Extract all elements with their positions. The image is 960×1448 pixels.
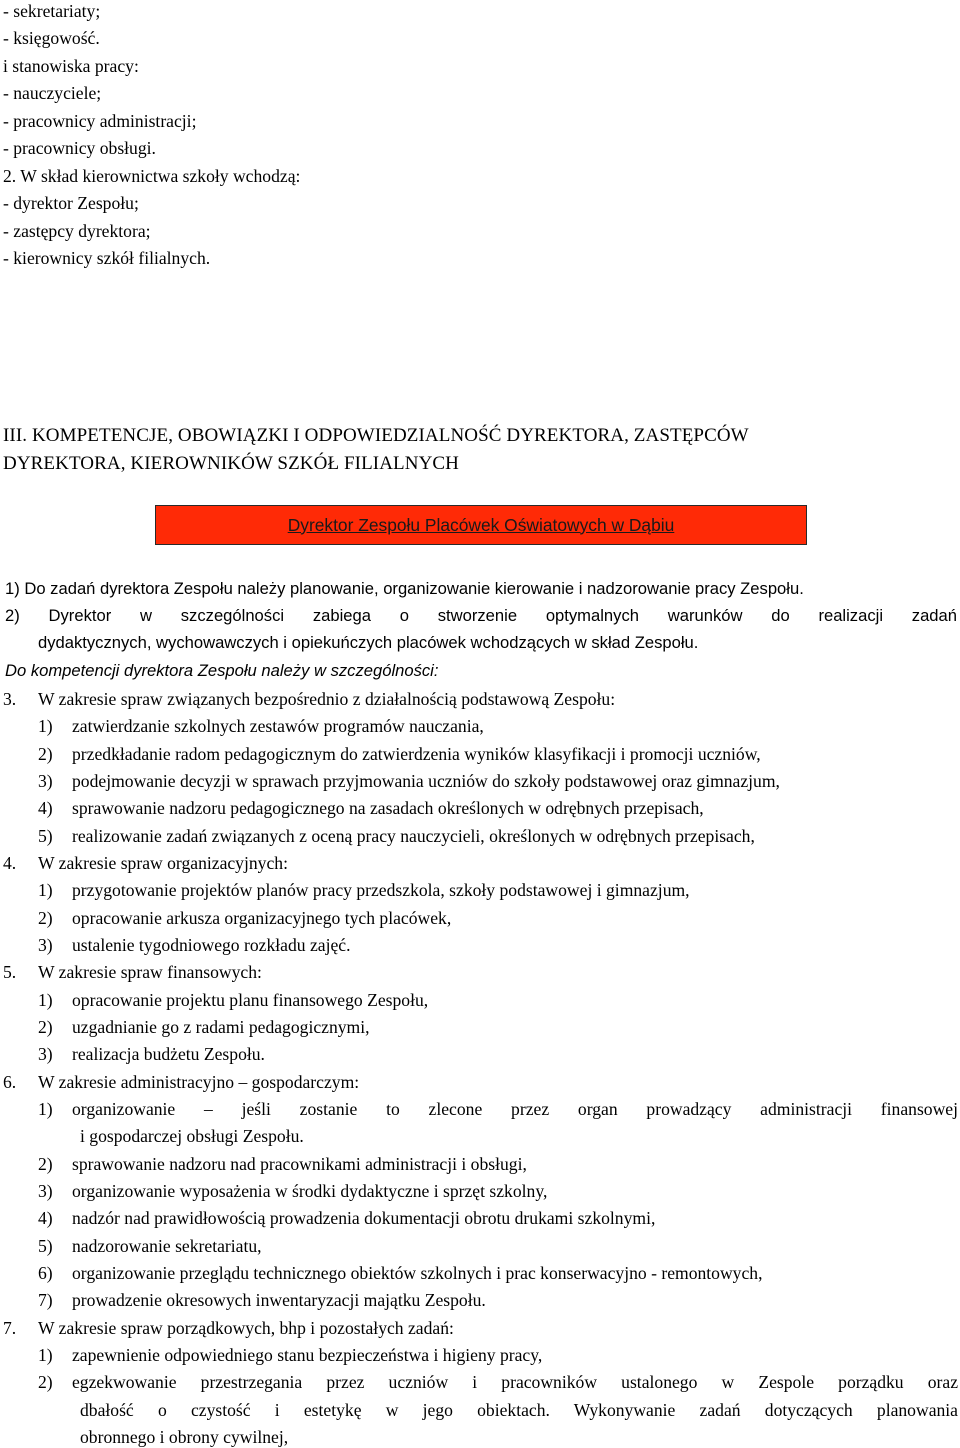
subitem-number: 4) <box>38 798 53 818</box>
subitem-number: 3) <box>38 935 53 955</box>
director-title: Dyrektor Zespołu Placówek Oświatowych w Dąbiu <box>287 514 675 535</box>
subitem-number: 2) <box>38 1017 53 1037</box>
list-item: - księgowość. <box>3 28 100 48</box>
subitem-text: opracowanie projektu planu finansowego Zespołu, <box>72 990 429 1010</box>
list-item: 2. W skład kierownictwa szkoły wchodzą: <box>3 166 301 186</box>
subitem-number: 1) <box>38 990 53 1010</box>
item-title: W zakresie spraw porządkowych, bhp i pozostałych zadań: <box>38 1318 454 1338</box>
subitem-text: organizowanie – jeśli zostanie to zlecone przez organ prowadzący administracji finansowej <box>72 1099 958 1119</box>
subitem-number: 3) <box>38 1181 53 1201</box>
item-number: 7. <box>3 1318 17 1338</box>
item-title: W zakresie spraw finansowych: <box>38 962 262 982</box>
paragraph-2-line2: dydaktycznych, wychowawczych i opiekuńczych placówek wchodzących w skład Zespołu. <box>38 633 699 652</box>
section-heading-line2: DYREKTORA, KIEROWNIKÓW SZKÓŁ FILIALNYCH <box>3 453 459 474</box>
subitem-text: organizowanie przeglądu technicznego obiektów szkolnych i prac konserwacyjno - remontowych, <box>72 1263 763 1283</box>
subitem-number: 2) <box>38 1372 53 1392</box>
subitem-text: organizowanie wyposażenia w środki dydaktyczne i sprzęt szkolny, <box>72 1181 548 1201</box>
subitem-text-continued: obronnego i obrony cywilnej, <box>80 1427 289 1447</box>
subitem-text: sprawowanie nadzoru pedagogicznego na zasadach określonych w odrębnych przepisach, <box>72 798 704 818</box>
item-number: 3. <box>3 689 17 709</box>
item-number: 5. <box>3 962 17 982</box>
subitem-number: 2) <box>38 1154 53 1174</box>
subitem-number: 6) <box>38 1263 53 1283</box>
subitem-number: 2) <box>38 744 53 764</box>
competence-intro: Do kompetencji dyrektora Zespołu należy w szczególności: <box>5 661 439 680</box>
subitem-number: 3) <box>38 1044 53 1064</box>
subitem-text: nadzór nad prawidłowością prowadzenia dokumentacji obrotu drukami szkolnymi, <box>72 1208 656 1228</box>
subitem-text-continued: i gospodarczej obsługi Zespołu. <box>80 1126 304 1146</box>
item-title: W zakresie spraw związanych bezpośrednio z działalnością podstawową Zespołu: <box>38 689 616 709</box>
subitem-text: zapewnienie odpowiedniego stanu bezpieczeństwa i higieny pracy, <box>72 1345 543 1365</box>
item-number: 6. <box>3 1072 17 1092</box>
subitem-number: 1) <box>38 1099 53 1119</box>
subitem-text: przedkładanie radom pedagogicznym do zatwierdzenia wyników klasyfikacji i promocji uczniów, <box>72 744 761 764</box>
subitem-number: 5) <box>38 826 53 846</box>
subitem-number: 4) <box>38 1208 53 1228</box>
subitem-text: egzekwowanie przestrzegania przez uczniów i pracowników ustalonego w Zespole porządku oraz <box>72 1372 958 1392</box>
subitem-number: 3) <box>38 771 53 791</box>
list-item: - dyrektor Zespołu; <box>3 193 139 213</box>
subitem-number: 2) <box>38 908 53 928</box>
subitem-text: sprawowanie nadzoru nad pracownikami administracji i obsługi, <box>72 1154 527 1174</box>
item-title: W zakresie administracyjno – gospodarczym: <box>38 1072 360 1092</box>
paragraph-1: 1) Do zadań dyrektora Zespołu należy planowanie, organizowanie kierowanie i nadzorowanie pracy Zespołu. <box>5 579 804 598</box>
paragraph-2-line1: 2) Dyrektor w szczególności zabiega o stworzenie optymalnych warunków do realizacji zadań <box>5 606 957 625</box>
item-title: W zakresie spraw organizacyjnych: <box>38 853 288 873</box>
subitem-text: realizowanie zadań związanych z oceną pracy nauczycieli, określonych w odrębnych przepisach, <box>72 826 755 846</box>
subitem-text: nadzorowanie sekretariatu, <box>72 1236 262 1256</box>
subitem-text: podejmowanie decyzji w sprawach przyjmowania uczniów do szkoły podstawowej oraz gimnazjum, <box>72 771 780 791</box>
subitem-text: przygotowanie projektów planów pracy przedszkola, szkoły podstawowej i gimnazjum, <box>72 880 690 900</box>
list-item: - zastępcy dyrektora; <box>3 221 151 241</box>
section-heading-line1: III. KOMPETENCJE, OBOWIĄZKI I ODPOWIEDZIALNOŚĆ DYREKTORA, ZASTĘPCÓW <box>3 425 749 446</box>
subitem-text: uzgadnianie go z radami pedagogicznymi, <box>72 1017 370 1037</box>
subitem-number: 1) <box>38 716 53 736</box>
subitem-number: 1) <box>38 880 53 900</box>
list-item: i stanowiska pracy: <box>3 56 139 76</box>
list-item: - pracownicy administracji; <box>3 111 197 131</box>
list-item: - nauczyciele; <box>3 83 102 103</box>
subitem-text: zatwierdzanie szkolnych zestawów programów nauczania, <box>72 716 484 736</box>
list-item: - sekretariaty; <box>3 1 101 21</box>
director-title-box <box>155 505 807 545</box>
subitem-text: realizacja budżetu Zespołu. <box>72 1044 265 1064</box>
subitem-number: 5) <box>38 1236 53 1256</box>
subitem-number: 1) <box>38 1345 53 1365</box>
subitem-text-continued: dbałość o czystość i estetykę w jego obiektach. Wykonywanie zadań dotyczących planowania <box>80 1400 958 1420</box>
list-item: - pracownicy obsługi. <box>3 138 156 158</box>
subitem-text: ustalenie tygodniowego rozkładu zajęć. <box>72 935 351 955</box>
subitem-text: prowadzenie okresowych inwentaryzacji majątku Zespołu. <box>72 1290 486 1310</box>
subitem-number: 7) <box>38 1290 53 1310</box>
list-item: - kierownicy szkół filialnych. <box>3 248 211 268</box>
subitem-text: opracowanie arkusza organizacyjnego tych placówek, <box>72 908 452 928</box>
item-number: 4. <box>3 853 17 873</box>
